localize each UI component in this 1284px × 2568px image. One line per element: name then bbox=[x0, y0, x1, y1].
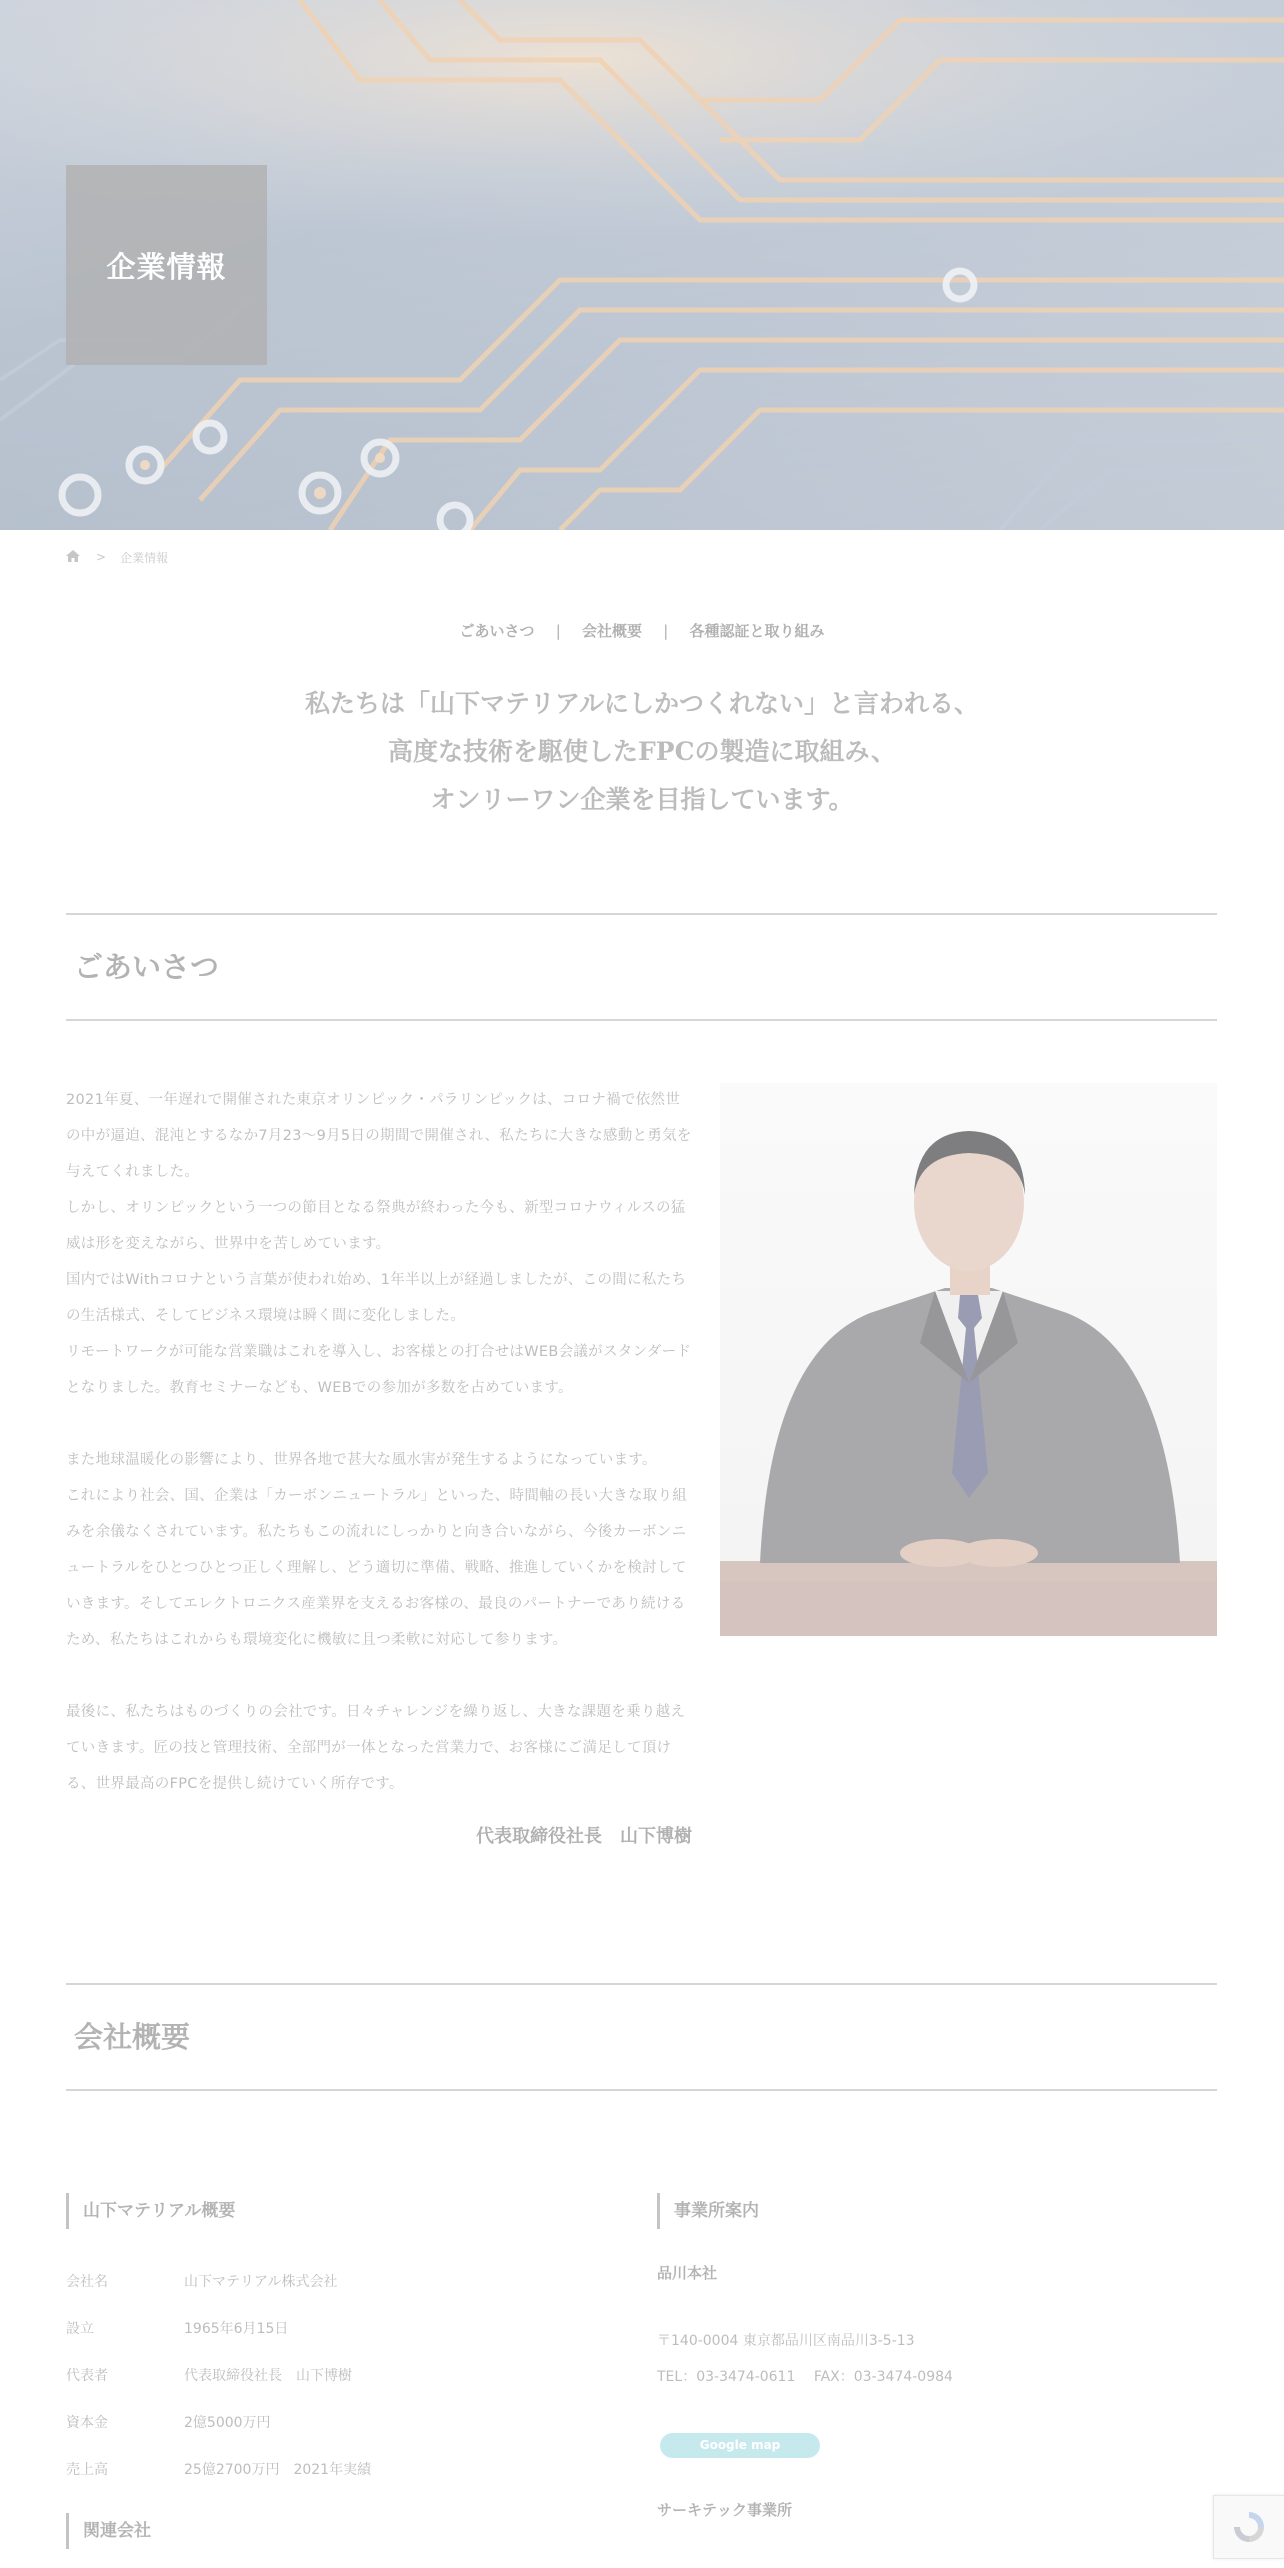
info-row-company-name bbox=[66, 2271, 626, 2291]
info-value: 山下マテリアル株式会社 bbox=[184, 2274, 338, 2290]
president-portrait bbox=[720, 1083, 1217, 1636]
greeting-body bbox=[66, 1082, 692, 1802]
greeting-paragraph: しかし、オリンピックという一つの節目となる祭典が終わった今も、新型コロナウィルスの猛威は形を変えながら、世界中を苦しめています。 bbox=[66, 1200, 686, 1252]
office-contact: TEL：03-3474-0611 FAX：03-3474-0984 bbox=[657, 2369, 953, 2385]
page-title: 企業情報 bbox=[106, 249, 227, 284]
info-label: 代表者 bbox=[66, 2368, 108, 2384]
offices-title: 事業所案内 bbox=[657, 2193, 759, 2229]
company-heading: 会社概要 bbox=[74, 2020, 191, 2054]
lead-line: オンリーワン企業を目指しています。 bbox=[430, 785, 854, 814]
info-label: 設立 bbox=[66, 2321, 94, 2337]
company-overview-title: 山下マテリアル概要 bbox=[66, 2193, 235, 2229]
anchor-divider: | bbox=[555, 622, 561, 640]
info-row-established bbox=[66, 2318, 626, 2338]
office-address: 〒140-0004 東京都品川区南品川3-5-13 bbox=[657, 2333, 915, 2349]
related-companies-title: 関連会社 bbox=[66, 2513, 151, 2549]
recaptcha-badge[interactable] bbox=[1213, 2495, 1284, 2559]
anchor-link-certifications[interactable]: 各種認証と取り組み bbox=[689, 622, 825, 640]
breadcrumb-current: 企業情報 bbox=[120, 550, 169, 565]
section-anchor-nav bbox=[0, 620, 1284, 641]
greeting-heading: ごあいさつ bbox=[74, 950, 220, 984]
home-icon bbox=[66, 550, 80, 562]
greeting-signature: 代表取締役社長 山下博樹 bbox=[476, 1826, 692, 1847]
greeting-paragraph: 最後に、私たちはものづくりの会社です。日々チャレンジを繰り返し、大きな課題を乗り越えていきます。匠の技と管理技術、全部門が一体となった営業力で、お客様にご満足して頂ける、世界最高のFPCを提供し続けていく所存です。 bbox=[66, 1704, 686, 1792]
greeting-paragraph: これにより社会、国、企業は「カーボンニュートラル」といった、時間軸の長い大きな取り組みを余儀なくされています。私たちもこの流れにしっかりと向き合いながら、今後カーボンニュートラルをひとつひとつ正しく理解し、どう適切に準備、戦略、推進していくかを検討していきます。そしてエレクトロニクス産業界を支えるお客様の、最良のパートナーであり続けるため、私たちはこれからも環境変化に機敏に且つ柔軟に対応して参ります。 bbox=[66, 1488, 688, 1648]
portrait-illustration bbox=[720, 1083, 1217, 1636]
office-name-circuitech: サーキテック事業所 bbox=[657, 2501, 793, 2519]
lead-line: 高度な技術を駆使したFPCの製造に取組み、 bbox=[388, 737, 896, 766]
info-label: 資本金 bbox=[66, 2415, 108, 2431]
anchor-link-greeting[interactable]: ごあいさつ bbox=[459, 622, 535, 640]
info-row-capital bbox=[66, 2412, 626, 2432]
hero-banner bbox=[0, 0, 1284, 530]
info-value: 2億5000万円 bbox=[184, 2415, 271, 2431]
lead-statement bbox=[0, 680, 1284, 824]
greeting-paragraph: また地球温暖化の影響により、世界各地で甚大な風水害が発生するようになっています。 bbox=[66, 1452, 657, 1468]
info-label: 会社名 bbox=[66, 2274, 108, 2290]
greeting-paragraph: 2021年夏、一年遅れで開催された東京オリンピック・パラリンピックは、コロナ禍で依然世の中が逼迫、混沌とするなか7月23～9月5日の期間で開催され、私たちに大きな感動と勇気を与えてくれました。 bbox=[66, 1092, 692, 1180]
recaptcha-icon bbox=[1230, 2508, 1268, 2546]
greeting-section-header bbox=[66, 913, 1217, 1021]
breadcrumb-separator: > bbox=[96, 550, 107, 564]
greeting-paragraph: 国内ではWithコロナという言葉が使われ始め、1年半以上が経過しましたが、この間に私たちの生活様式、そしてビジネス環境は瞬く間に変化しました。 bbox=[66, 1272, 687, 1324]
google-map-button[interactable]: Google map bbox=[660, 2433, 820, 2458]
lead-line: 私たちは「山下マテリアルにしかつくれない」と言われる、 bbox=[304, 689, 979, 718]
greeting-paragraph: リモートワークが可能な営業職はこれを導入し、お客様との打合せはWEB会議がスタンダードとなりました。教育セミナーなども、WEBでの参加が多数を占めています。 bbox=[66, 1344, 692, 1396]
info-row-representative bbox=[66, 2365, 626, 2385]
info-row-sales bbox=[66, 2459, 626, 2479]
info-value: 1965年6月15日 bbox=[184, 2321, 289, 2337]
info-value: 代表取締役社長 山下博樹 bbox=[184, 2368, 352, 2384]
info-label: 売上高 bbox=[66, 2462, 108, 2478]
info-value: 25億2700万円 2021年実績 bbox=[184, 2462, 372, 2478]
hero-title-box bbox=[66, 165, 267, 365]
breadcrumb bbox=[66, 547, 168, 567]
office-name-shinagawa: 品川本社 bbox=[657, 2264, 718, 2282]
anchor-divider: | bbox=[663, 622, 669, 640]
breadcrumb-home-link[interactable] bbox=[66, 550, 80, 565]
anchor-link-company[interactable]: 会社概要 bbox=[581, 622, 642, 640]
company-section-header bbox=[66, 1983, 1217, 2091]
